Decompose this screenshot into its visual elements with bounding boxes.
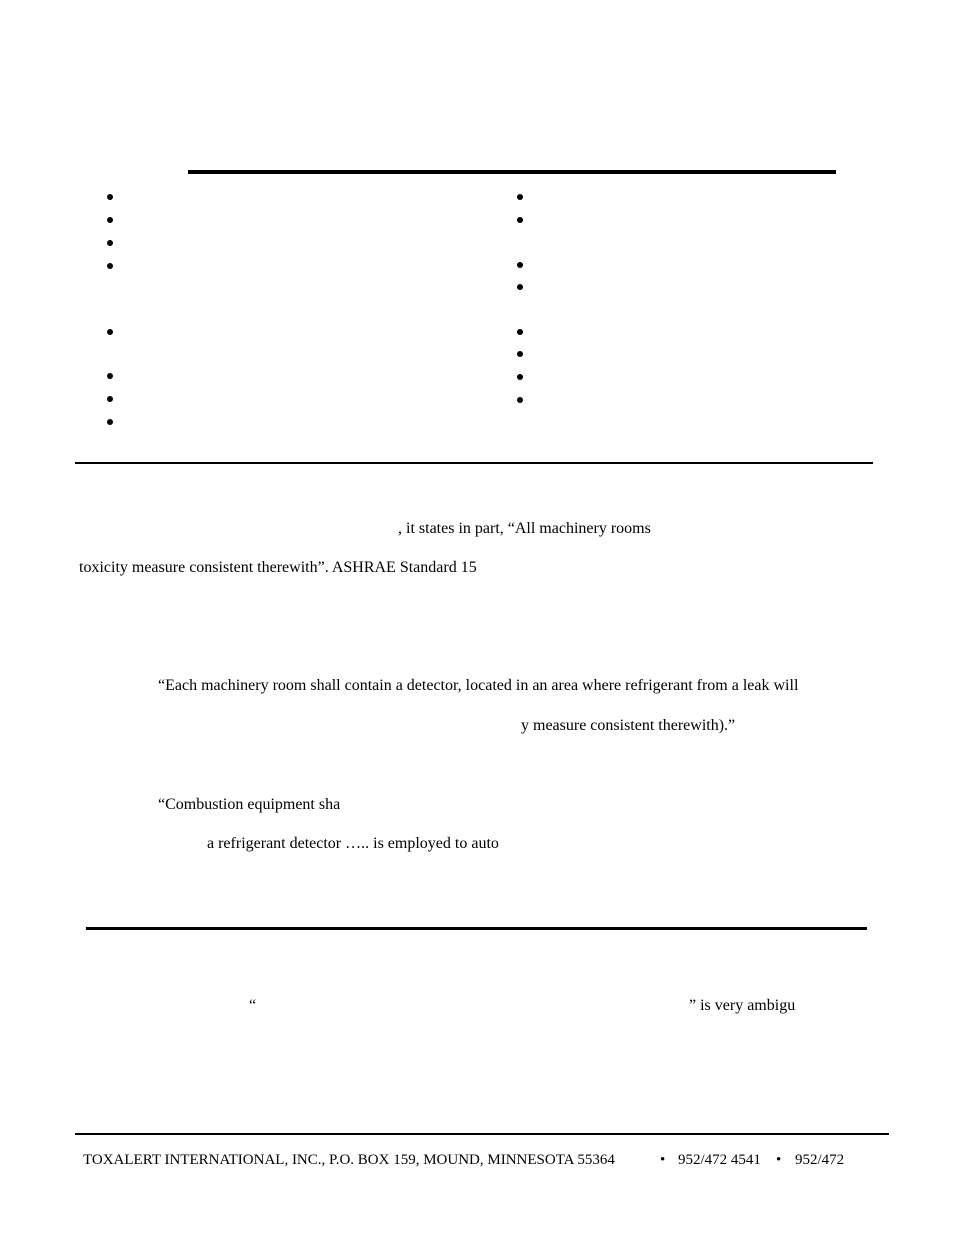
bullet-marker xyxy=(517,351,523,357)
bullet-marker xyxy=(107,240,113,246)
bullet-marker xyxy=(517,262,523,268)
bullet-marker xyxy=(517,329,523,335)
bullet-marker xyxy=(517,284,523,290)
footer-rule xyxy=(75,1133,889,1135)
bullet-marker xyxy=(107,419,113,425)
header-rule xyxy=(188,170,836,174)
bullet-marker xyxy=(517,374,523,380)
open-quote: “ xyxy=(249,997,257,1014)
bullet-marker xyxy=(517,217,523,223)
footer-separator: • xyxy=(776,1152,782,1168)
ambiguous-text: ” is very ambigu xyxy=(689,997,796,1014)
footer-separator: • xyxy=(660,1152,666,1168)
quote-2-line-1: “Combustion equipment sha xyxy=(158,796,341,813)
body-line-1: , it states in part, “All machinery rooms xyxy=(398,520,651,537)
footer-company: TOXALERT INTERNATIONAL, INC., P.O. BOX 159, MOUND, MINNESOTA 55364 xyxy=(83,1152,615,1168)
quote-2-line-2: a refrigerant detector ….. is employed to auto xyxy=(207,835,499,852)
section-rule-1 xyxy=(75,462,873,464)
bullet-marker xyxy=(107,263,113,269)
bullet-marker xyxy=(107,217,113,223)
footer-fax: 952/472 xyxy=(795,1152,845,1168)
quote-1-line-1: “Each machinery room shall contain a detector, located in an area where refrigerant from a leak will xyxy=(158,677,799,694)
bullet-marker xyxy=(107,194,113,200)
bullet-marker xyxy=(107,329,113,335)
section-rule-2 xyxy=(86,927,867,930)
bullet-marker xyxy=(107,396,113,402)
bullet-marker xyxy=(517,194,523,200)
footer-phone: 952/472 4541 xyxy=(678,1152,761,1168)
bullet-marker xyxy=(517,397,523,403)
body-line-2: toxicity measure consistent therewith”. ASHRAE Standard 15 xyxy=(79,559,477,576)
quote-1-line-2: y measure consistent therewith).” xyxy=(521,717,736,734)
bullet-marker xyxy=(107,373,113,379)
